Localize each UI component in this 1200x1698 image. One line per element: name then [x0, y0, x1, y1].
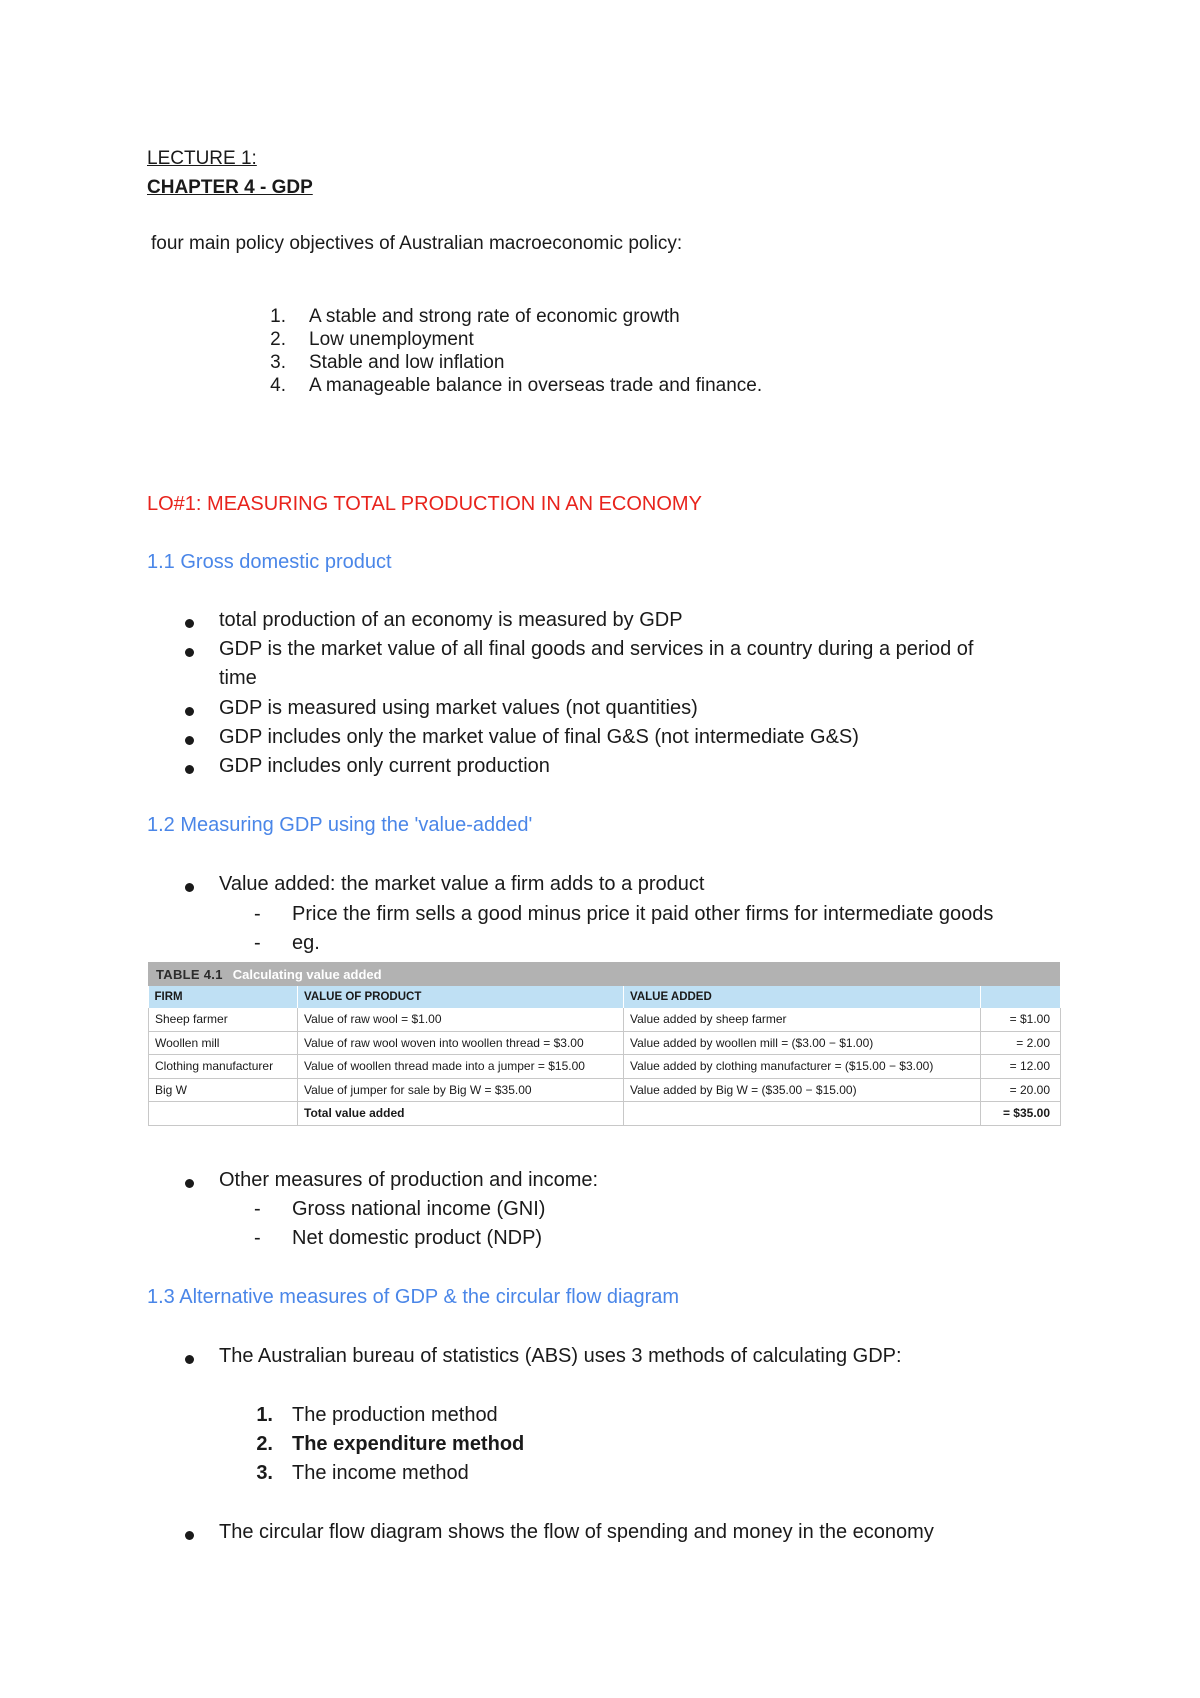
list-item: GDP is measured using market values (not quantities)	[219, 697, 698, 719]
list-item: The production method	[292, 1404, 498, 1426]
table-row	[149, 1078, 1061, 1102]
table-cell: Value of woollen thread made into a jumper = $15.00	[298, 1055, 624, 1079]
dash-marker: -	[254, 1198, 261, 1220]
table-cell: Value of raw wool woven into woollen thread = $3.00	[298, 1031, 624, 1055]
table-cell: Big W	[149, 1078, 298, 1102]
learning-objective-heading: LO#1: MEASURING TOTAL PRODUCTION IN AN ECONOMY	[147, 493, 702, 515]
table-header-cell: VALUE OF PRODUCT	[298, 986, 624, 1008]
table-cell: = 2.00	[981, 1031, 1061, 1055]
table-header-row	[149, 986, 1061, 1008]
bullet-icon	[185, 1179, 194, 1188]
table-number: TABLE 4.1	[156, 966, 223, 982]
list-number: 3.	[270, 352, 286, 373]
table-cell: Clothing manufacturer	[149, 1055, 298, 1079]
table-row	[149, 1031, 1061, 1055]
list-subitem: Price the firm sells a good minus price it paid other firms for intermediate goods	[292, 903, 994, 925]
bullet-icon	[185, 619, 194, 628]
list-item: The Australian bureau of statistics (ABS) uses 3 methods of calculating GDP:	[219, 1345, 902, 1367]
list-item: The expenditure method	[292, 1433, 525, 1455]
list-subitem: Net domestic product (NDP)	[292, 1227, 543, 1249]
table-name: Calculating value added	[232, 966, 382, 982]
table-row	[149, 1055, 1061, 1079]
section-heading-1-2: 1.2 Measuring GDP using the 'value-added'	[147, 814, 533, 836]
list-subitem: Gross national income (GNI)	[292, 1198, 546, 1220]
table-title-bar	[148, 962, 1060, 986]
value-added-table	[148, 986, 1061, 1126]
list-item: Low unemployment	[309, 329, 474, 350]
bullet-icon	[185, 736, 194, 745]
table-header-cell: FIRM	[149, 986, 298, 1008]
list-item: GDP includes only current production	[219, 755, 550, 777]
list-number: 2.	[270, 329, 286, 350]
list-item: A manageable balance in overseas trade and finance.	[309, 375, 763, 396]
table-cell: Value added by sheep farmer	[624, 1008, 981, 1031]
table-cell: Value added by woollen mill = ($3.00 − $1.00)	[624, 1031, 981, 1055]
list-item: total production of an economy is measured by GDP	[219, 609, 683, 631]
bullet-icon	[185, 883, 194, 892]
table-cell: Woollen mill	[149, 1031, 298, 1055]
list-number: 1.	[256, 1404, 273, 1426]
list-item: GDP includes only the market value of final G&S (not intermediate G&S)	[219, 726, 859, 748]
table-cell: Sheep farmer	[149, 1008, 298, 1031]
list-item: The circular flow diagram shows the flow of spending and money in the economy	[219, 1521, 934, 1543]
table-cell: = 12.00	[981, 1055, 1061, 1079]
dash-marker: -	[254, 903, 261, 925]
table-row	[149, 1008, 1061, 1031]
section-heading-1-1: 1.1 Gross domestic product	[147, 551, 392, 573]
dash-marker: -	[254, 932, 261, 954]
list-number: 2.	[256, 1433, 273, 1455]
list-number: 1.	[270, 306, 286, 327]
dash-marker: -	[254, 1227, 261, 1249]
list-item: Value added: the market value a firm adds to a product	[219, 873, 705, 895]
table-cell	[624, 1102, 981, 1126]
lecture-label: LECTURE 1:	[147, 148, 257, 169]
list-subitem: eg.	[292, 932, 320, 954]
intro-text: four main policy objectives of Australian macroeconomic policy:	[151, 233, 683, 254]
chapter-title: CHAPTER 4 - GDP	[147, 177, 313, 198]
table-cell: = $1.00	[981, 1008, 1061, 1031]
bullet-icon	[185, 765, 194, 774]
table-cell: = 20.00	[981, 1078, 1061, 1102]
table-cell	[149, 1102, 298, 1126]
list-item: GDP is the market value of all final goods and services in a country during a period of	[219, 638, 974, 660]
table-cell: Total value added	[298, 1102, 624, 1126]
table-cell: Value of raw wool = $1.00	[298, 1008, 624, 1031]
table-cell: Value of jumper for sale by Big W = $35.00	[298, 1078, 624, 1102]
table-header-cell: VALUE ADDED	[624, 986, 981, 1008]
list-item: Stable and low inflation	[309, 352, 505, 373]
list-item: The income method	[292, 1462, 469, 1484]
bullet-icon	[185, 1531, 194, 1540]
table-cell: Value added by Big W = ($35.00 − $15.00)	[624, 1078, 981, 1102]
list-item: Other measures of production and income:	[219, 1169, 599, 1191]
bullet-icon	[185, 1355, 194, 1364]
table-cell: = $35.00	[981, 1102, 1061, 1126]
bullet-icon	[185, 648, 194, 657]
table-cell: Value added by clothing manufacturer = ($15.00 − $3.00)	[624, 1055, 981, 1079]
list-item: A stable and strong rate of economic growth	[309, 306, 680, 327]
list-item-continuation: time	[219, 667, 257, 689]
list-number: 3.	[256, 1462, 273, 1484]
table-header-cell	[981, 986, 1061, 1008]
bullet-icon	[185, 707, 194, 716]
value-added-table-image	[148, 962, 1060, 1132]
table-total-row	[149, 1102, 1061, 1126]
section-heading-1-3: 1.3 Alternative measures of GDP & the circular flow diagram	[147, 1286, 680, 1308]
list-number: 4.	[270, 375, 286, 396]
